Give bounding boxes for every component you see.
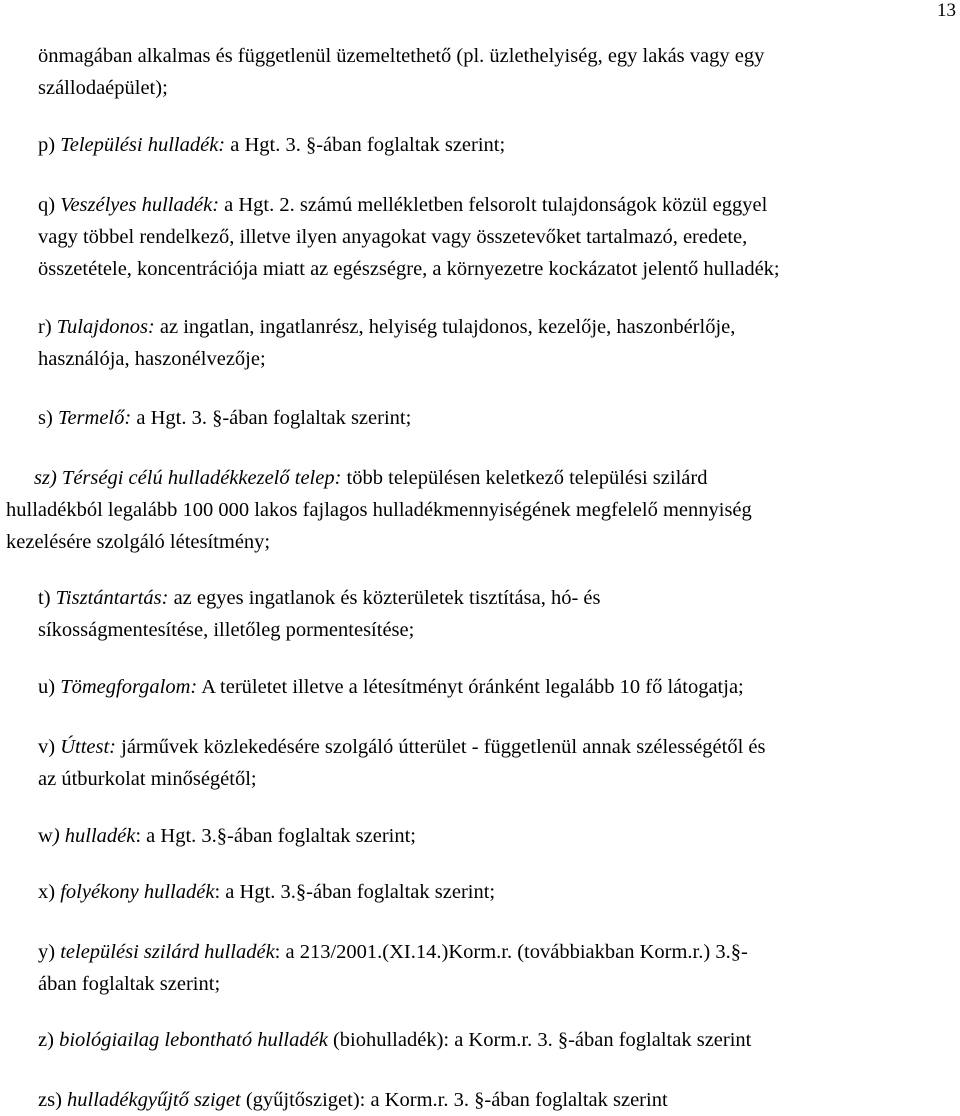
definition-y [38, 936, 748, 1000]
definition-text: : a 213/2001.(XI.14.)Korm.r. (továbbiakban Korm.r.) 3.§- [274, 941, 748, 963]
text-line [38, 189, 780, 221]
text-line: az útburkolat minőségétől; [38, 768, 257, 790]
definition-text: több településen keletkező települési szilárd [341, 467, 708, 489]
item-label: v) [38, 736, 56, 758]
defined-term: Termelő: [57, 407, 132, 429]
text-line [38, 731, 765, 763]
text-line [38, 582, 601, 614]
defined-term: Települési hulladék: [60, 134, 226, 156]
text-line [38, 129, 505, 161]
text-line [38, 671, 744, 703]
definition-text: a Hgt. 3. §-ában foglaltak szerint; [225, 134, 506, 156]
text-line [38, 402, 411, 434]
defined-term: Térségi célú hulladékkezelő telep: [61, 467, 342, 489]
definition-p [38, 129, 505, 161]
defined-term: települési szilárd hulladék [60, 941, 275, 963]
item-label: q) [38, 194, 56, 216]
text-line [38, 820, 416, 852]
definition-s [38, 402, 411, 434]
definition-w [38, 820, 416, 852]
item-label: z) [38, 1029, 54, 1051]
item-label: r) [38, 316, 52, 338]
continuation-paragraph [38, 40, 764, 104]
text-line: szállodaépület); [38, 77, 168, 99]
text-line: vagy többel rendelkező, illetve ilyen anyagokat vagy összetevőket tartalmazó, eredete, [38, 226, 748, 248]
defined-term: Veszélyes hulladék: [60, 194, 220, 216]
definition-text: az ingatlan, ingatlanrész, helyiség tulajdonos, kezelője, haszonbérlője, [154, 316, 736, 338]
definition-zs [38, 1084, 668, 1116]
definition-x [38, 876, 495, 908]
definition-r [38, 311, 735, 375]
definition-text: : a Hgt. 3.§-ában foglaltak szerint; [135, 825, 417, 847]
definition-text: (gyűjtősziget): a Korm.r. 3. §-ában foglaltak szerint [240, 1089, 668, 1111]
text-line [6, 462, 752, 494]
definition-t [38, 582, 601, 646]
text-line: összetétele, koncentrációja miatt az egészségre, a környezetre kockázatot jelentő hulladék; [38, 258, 780, 280]
text-line [38, 876, 495, 908]
text-line: kezelésére szolgáló létesítmény; [6, 531, 271, 553]
text-line: hulladékból legalább 100 000 lakos fajlagos hulladékmennyiségének megfelelő mennyiség [6, 499, 752, 521]
text-line: síkosságmentesítése, illetőleg pormentesítése; [38, 619, 415, 641]
defined-term: folyékony hulladék [60, 881, 215, 903]
definition-q [38, 189, 780, 285]
definition-sz [6, 462, 752, 558]
item-label: s) [38, 407, 53, 429]
text-line [38, 1024, 751, 1056]
item-label: p) [38, 134, 56, 156]
text-line: ában foglaltak szerint; [38, 973, 221, 995]
item-label: sz) [34, 467, 57, 489]
page-number: 13 [937, 0, 956, 21]
item-label: w [38, 825, 53, 847]
item-label: t) [38, 587, 51, 609]
definition-text: (biohulladék): a Korm.r. 3. §-ában foglaltak szerint [327, 1029, 752, 1051]
definition-text: A területet illetve a létesítményt óránként legalább 10 fő látogatja; [197, 676, 744, 698]
item-label: x) [38, 881, 56, 903]
item-label: zs) [38, 1089, 62, 1111]
definition-text: az egyes ingatlanok és közterületek tisztítása, hó- és [168, 587, 601, 609]
text-line [38, 1084, 668, 1116]
definition-u [38, 671, 744, 703]
text-line [38, 936, 748, 968]
text-line: használója, haszonélvezője; [38, 348, 266, 370]
defined-term: biológiailag lebontható hulladék [59, 1029, 328, 1051]
defined-term: Úttest: [60, 736, 116, 758]
item-label: u) [38, 676, 56, 698]
definition-v [38, 731, 765, 795]
text-line: önmagában alkalmas és függetlenül üzemeltethető (pl. üzlethelyiség, egy lakás vagy egy [38, 45, 765, 67]
definition-text: járművek közlekedésére szolgáló útterület - függetlenül annak szélességétől és [116, 736, 766, 758]
item-label: y) [38, 941, 56, 963]
defined-term: Tulajdonos: [56, 316, 155, 338]
definition-text: a Hgt. 2. számú mellékletben felsorolt tulajdonságok közül eggyel [219, 194, 768, 216]
definition-z [38, 1024, 751, 1056]
text-line [38, 311, 735, 343]
definition-text: a Hgt. 3. §-ában foglaltak szerint; [131, 407, 412, 429]
definition-text: : a Hgt. 3.§-ában foglaltak szerint; [214, 881, 496, 903]
defined-term: ) hulladék [52, 825, 136, 847]
defined-term: hulladékgyűjtő sziget [67, 1089, 241, 1111]
defined-term: Tömegforgalom: [60, 676, 198, 698]
defined-term: Tisztántartás: [55, 587, 169, 609]
